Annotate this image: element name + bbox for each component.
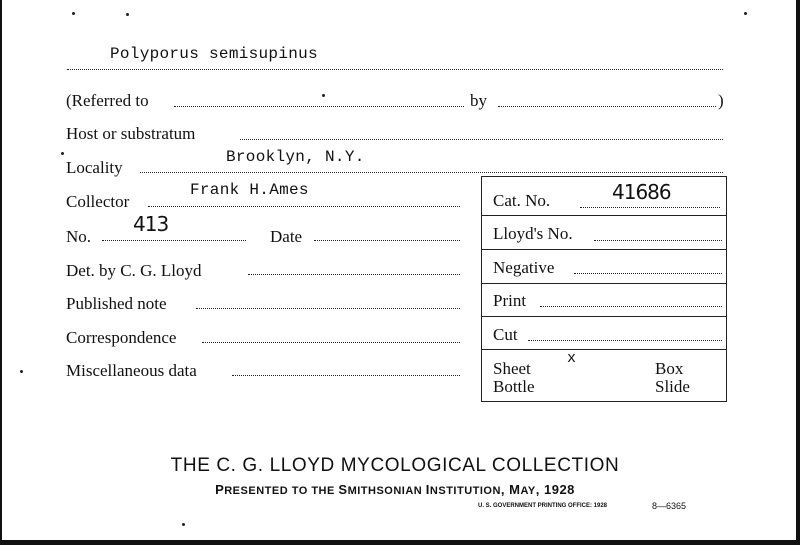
catalog-box (481, 176, 727, 402)
presented-initial: P (215, 482, 225, 497)
print-label: Print (493, 291, 527, 310)
number-value: 413 (133, 212, 169, 236)
catalog-number-label: Cat. No. (493, 191, 551, 210)
scan-speck (72, 12, 75, 15)
title-line (67, 69, 723, 70)
smithsonian-initial: S (338, 482, 348, 497)
bottle-label: Bottle (493, 377, 535, 396)
box-divider (482, 215, 726, 216)
published-note-label: Published note (66, 294, 167, 313)
card-right-edge (796, 0, 800, 545)
collector-label: Collector (66, 192, 130, 211)
box-divider (482, 249, 726, 250)
date-line (314, 240, 460, 241)
miscellaneous-line (232, 375, 460, 376)
presented-text: RESENTED TO THE (224, 485, 339, 497)
collector-value: Frank H.Ames (190, 181, 309, 199)
lloyds-number-line (594, 240, 722, 241)
specimen-name: Polyporus semisupinus (110, 45, 318, 63)
date-label: Date (270, 227, 303, 246)
determined-by-line (248, 274, 460, 275)
scan-speck (182, 523, 185, 526)
negative-label: Negative (493, 258, 555, 277)
locality-line (140, 172, 723, 173)
year-text: , 1928 (535, 482, 575, 497)
number-label: No. (66, 227, 92, 246)
scan-speck (20, 370, 23, 373)
host-line (240, 139, 723, 140)
locality-label: Locality (66, 158, 123, 177)
month-text: AY (520, 485, 536, 497)
smithsonian-text: MITHSONIAN (347, 485, 426, 497)
closing-paren: ) (718, 91, 724, 110)
box-label: Box (655, 359, 684, 378)
presented-to-line (0, 482, 790, 497)
slide-label: Slide (655, 377, 690, 396)
by-line (498, 106, 716, 107)
locality-value: Brooklyn, N.Y. (226, 148, 365, 166)
number-line (102, 240, 246, 241)
collector-line (148, 206, 460, 207)
published-note-line (196, 308, 460, 309)
form-code: 8—6365 (652, 501, 687, 511)
host-label: Host or substratum (66, 124, 196, 143)
institution-text: NSTITUTION (429, 485, 501, 497)
box-divider (482, 316, 726, 317)
referred-to-label: (Referred to (66, 91, 149, 110)
institution-initial: I (425, 482, 430, 497)
box-divider (482, 349, 726, 350)
collection-title: THE C. G. LLOYD MYCOLOGICAL COLLECTION (170, 455, 620, 476)
box-divider (482, 283, 726, 284)
lloyds-number-label: Lloyd's No. (493, 224, 573, 243)
by-label: by (470, 91, 487, 110)
correspondence-label: Correspondence (66, 328, 177, 347)
determined-by-label: Det. by C. G. Lloyd (66, 261, 202, 280)
miscellaneous-label: Miscellaneous data (66, 361, 197, 380)
sheet-check-mark: x (567, 350, 577, 367)
scan-speck (126, 13, 129, 16)
scan-speck (61, 152, 64, 155)
scan-speck (744, 12, 747, 15)
sheet-label: Sheet (493, 359, 531, 378)
catalog-number-value: 41686 (612, 180, 671, 204)
negative-line (574, 273, 722, 274)
cut-line (528, 340, 722, 341)
referred-to-line (174, 106, 464, 107)
printing-office-imprint: U. S. GOVERNMENT PRINTING OFFICE: 1928 (478, 503, 608, 509)
catalog-number-line (580, 207, 720, 208)
correspondence-line (202, 342, 460, 343)
card-bottom-edge (0, 540, 800, 545)
print-line (540, 306, 722, 307)
scan-speck (322, 94, 325, 97)
cut-label: Cut (493, 325, 518, 344)
month-initial: , M (500, 482, 521, 497)
